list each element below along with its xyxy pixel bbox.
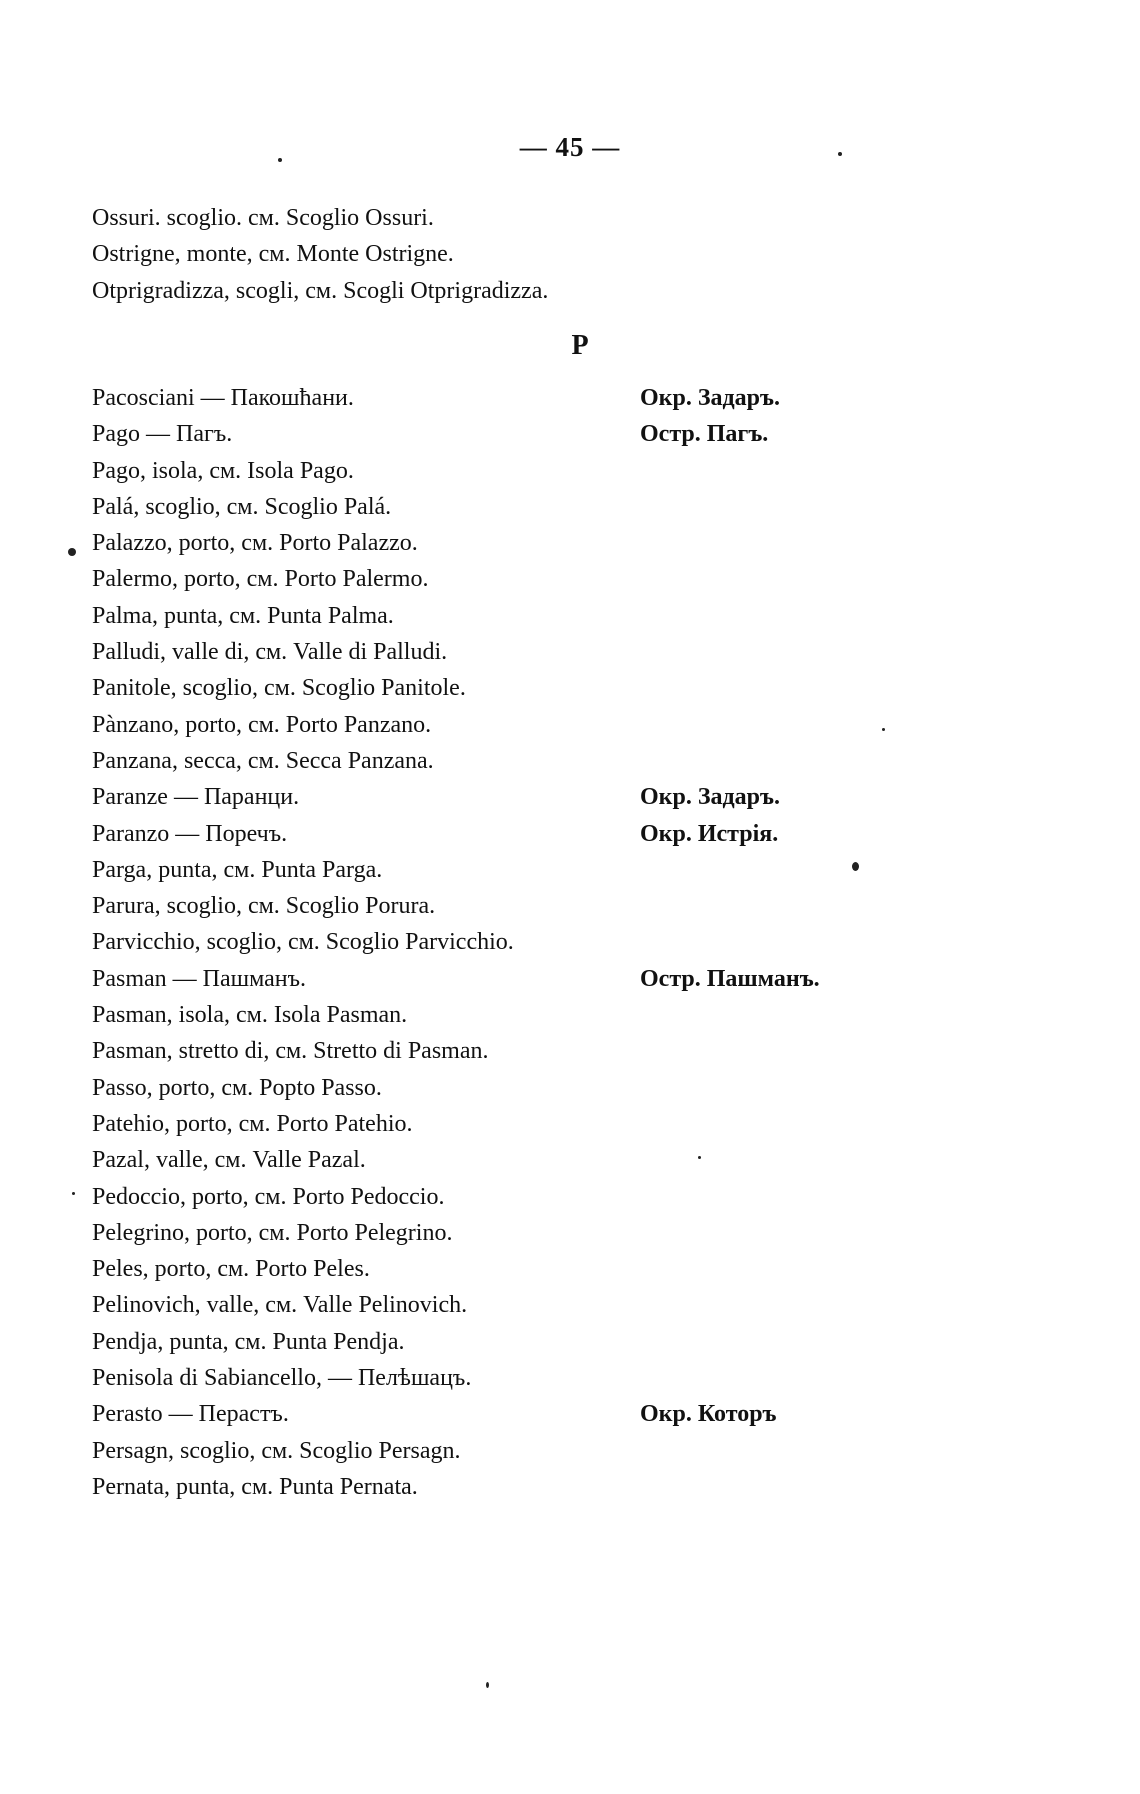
list-item [92,1251,1052,1287]
list-item [92,888,1052,924]
entry-name: Parura, scoglio, см. Scoglio Porura. [92,893,436,920]
scan-speck [882,728,885,731]
scan-speck [72,1192,75,1195]
entry-name: Perasto — Перастъ. [92,1401,289,1428]
list-item [92,1179,1052,1215]
list-item [92,634,1052,670]
entry-name: Pànzano, porto, см. Porto Panzano. [92,711,432,738]
list-item [92,1287,1052,1323]
scan-speck [486,1682,489,1688]
entry-name: Peles, porto, см. Porto Peles. [92,1256,370,1283]
list-item [92,816,1052,852]
entry-name: Parvicchio, scoglio, см. Scoglio Parvicchio. [92,929,514,956]
entry-name: Passo, porto, см. Popto Passo. [92,1074,382,1101]
list-item [92,1324,1052,1360]
list-item [92,852,1052,888]
list-item: Ossuri. scoglio. см. Scoglio Ossuri. [92,205,434,231]
entry-name: Parga, punta, см. Punta Parga. [92,856,383,883]
list-item [92,670,1052,706]
entry-name: Palá, scoglio, см. Scoglio Palá. [92,493,392,520]
entry-name: Pago, isola, см. Isola Pago. [92,457,354,484]
list-item [92,489,1052,525]
entry-name: Paranze — Паранци. [92,784,300,811]
entry-district: Окр. Истрія. [640,820,779,847]
list-item: Otprigradizza, scogli, см. Scogli Otprigradizza. [92,277,549,304]
entry-name: Pacosciani — Пакошћани. [92,385,354,411]
list-item [92,598,1052,634]
entry-list [92,380,1052,1505]
scan-speck [68,548,76,556]
list-item [92,1469,1052,1505]
entry-district: Окр. Задаръ. [640,385,780,411]
entry-name: Pasman — Пашманъ. [92,965,307,992]
list-item [92,561,1052,597]
entry-name: Pernata, punta, см. Punta Pernata. [92,1473,418,1500]
list-item [92,743,1052,779]
entry-district: Остр. Пагъ. [640,421,769,448]
entry-name: Pelegrino, porto, см. Porto Pelegrino. [92,1219,453,1246]
entry-name: Patehio, porto, см. Porto Patehio. [92,1110,413,1137]
list-item [92,1070,1052,1106]
entry-name: Pedoccio, porto, см. Porto Pedoccio. [92,1183,445,1210]
list-item [92,1033,1052,1069]
entry-name: Paranzo — Поречъ. [92,820,288,847]
list-item [92,1396,1052,1432]
list-item [92,779,1052,815]
list-item [92,380,1052,416]
list-item [92,1142,1052,1178]
page-number: — 45 — [519,132,621,162]
scan-speck [838,152,842,156]
list-item [92,416,1052,452]
list-item [92,997,1052,1033]
scan-speck [698,1156,701,1159]
entry-name: Palazzo, porto, см. Porto Palazzo. [92,530,418,557]
entry-name: Pasman, isola, см. Isola Pasman. [92,1002,408,1029]
list-item: Ostrigne, monte, см. Monte Ostrigne. [92,241,454,268]
entry-district: Окр. Которъ [640,1401,777,1428]
list-item [92,1215,1052,1251]
entry-name: Palma, punta, см. Punta Palma. [92,602,394,629]
entry-name: Pendja, punta, см. Punta Pendja. [92,1328,405,1355]
entry-name: Penisola di Sabiancello, — Пелѣшацъ. [92,1365,472,1392]
entry-name: Panitole, scoglio, см. Scoglio Panitole. [92,675,466,702]
entry-district: Окр. Задаръ. [640,784,780,811]
entry-name: Palermo, porto, см. Porto Palermo. [92,566,429,593]
section-letter: P [571,330,589,361]
intro-entries [92,200,992,309]
list-item [92,453,1052,489]
list-item [92,525,1052,561]
list-item [92,707,1052,743]
entry-name: Pelinovich, valle, см. Valle Pelinovich. [92,1292,468,1319]
list-item [92,924,1052,960]
entry-name: Panzana, secca, см. Secca Panzana. [92,747,434,774]
list-item [92,1106,1052,1142]
list-item [92,1433,1052,1469]
list-item [92,1360,1052,1396]
entry-district: Остр. Пашманъ. [640,965,820,992]
scan-speck [852,862,859,871]
entry-name: Pazal, valle, см. Valle Pazal. [92,1147,366,1174]
entry-name: Palludi, valle di, см. Valle di Palludi. [92,639,448,666]
list-item [92,961,1052,997]
entry-name: Persagn, scoglio, см. Scoglio Persagn. [92,1437,461,1464]
entry-name: Pago — Пагъ. [92,421,233,448]
scan-speck [278,158,282,162]
entry-name: Pasman, stretto di, см. Stretto di Pasman. [92,1038,489,1065]
